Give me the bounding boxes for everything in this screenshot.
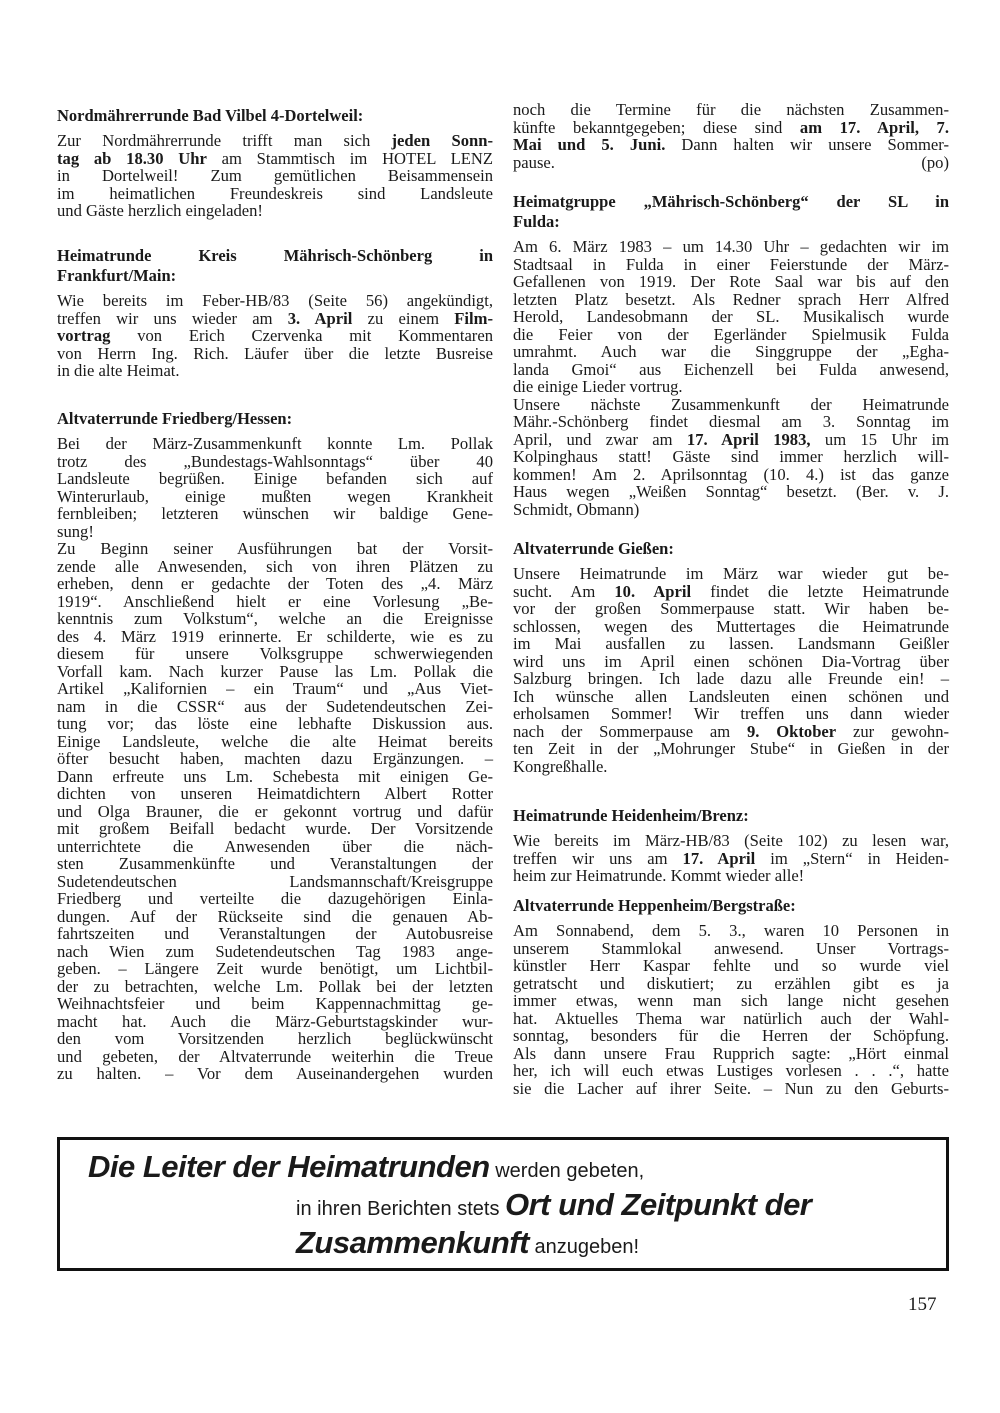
paragraph [57,292,493,380]
section-body [57,132,493,220]
text-line: Friedberg und verteilte die dazugehörigen Einla- [57,889,493,908]
text-line: Gefallenen von 1919. Der Rote Saal war bis auf den [513,272,949,291]
section-heading [57,409,493,429]
text-line: dichten von unseren Heimatdichtern Albert Rotter [57,784,493,803]
text-line: künstler Herr Kaspar fehlte und so wurde viel [513,956,949,975]
text-line: heim zur Heimatrunde. Kommt wieder alle! [513,866,805,885]
text-line: wird uns im April einen schönen Dia-Vortrag über [513,651,949,671]
section-giessen [513,539,949,775]
text-line: nach der Sommerpause am 9. Oktober zur gewohn- [513,721,950,741]
text-line: Bei der März-Zusammenkunft konnte Lm. Pollak [57,434,493,453]
section-body [513,101,949,171]
section-heading [513,539,949,559]
text-line: hat. Aktuelles Thema war natürlich auch der Wahl- [513,1008,949,1028]
text-line: kenntnis zum Volkstum“, welche an die Ereignisse [57,609,493,628]
section-heidenheim [513,806,949,885]
bold-text: tag ab 18.30 Uhr [57,148,207,168]
text-line: Vorfall kam. Nach kurzer Pause las Lm. Pollak die [57,661,493,681]
text-line: fahrtszeiten und Veranstaltungen der Autobusreise [57,924,493,943]
text-line: im Mai ausfallen zu lassen. Landsmann Geißler [513,634,949,653]
text-line: erholsamen Sommer! Wir treffen uns dann wieder [513,704,949,723]
text-line: mit großem Beifall bedacht wurde. Der Vorsitzende [57,819,493,838]
text-line: unserem Stammlokal anwesend. Unser Vortrags- [513,938,949,958]
text-line: treffen wir uns am 17. April im „Stern“ in Heiden- [513,848,949,868]
text-line: Am Sonnabend, dem 5. 3., waren 10 Personen in [513,921,949,940]
text-line: Artikel „Kalifornien – ein Traum“ und „Aus Viet- [57,679,493,698]
text-line: von Herrn Ing. Rich. Läufer über die letzte Busreise [57,343,493,363]
text-line: dungen. Auf der Rückseite sind die genauen Ab- [57,906,493,926]
section-fulda [513,192,949,518]
bold-text: 9. Oktober [747,721,837,741]
text-line: die einige Lieder vortrug. [513,377,683,396]
text-line: Sudetendeutschen Landsmannschaft/Kreisgruppe [57,871,493,891]
text-line: Ich wünsche allen Landsleuten einen schönen und [513,686,949,706]
text-line: den vom Vorsitzenden herzlich beglückwünscht [57,1029,493,1048]
page-number: 157 [908,1294,937,1315]
bold-text: jeden Sonn- [391,131,493,150]
text-line: Kongreßhalle. [513,756,608,776]
bold-text: 17. April [682,848,756,868]
heading-line: Altvaterrunde Friedberg/Hessen: [57,409,293,428]
notice-line-1 [88,1150,644,1184]
text-line: Landsleute begrüßen. Einige befanden sich auf [57,469,493,488]
text-line: her, ich will euch etwas Lustiges vorlesen . . .“, hatte [513,1061,949,1080]
heading-line: Fulda: [513,212,560,231]
section-body [513,238,949,518]
text-line: pause. (po) [513,152,949,172]
text-line: und Gäste herzlich eingeladen! [57,201,263,220]
text-line: Kolpinghaus statt! Gäste sind immer herzlich will- [513,447,949,466]
text-line: im heimatlichen Freundeskreis sind Landsleute [57,183,493,203]
paragraph [57,435,493,540]
bold-text: Film- [454,308,493,328]
section-body [57,292,493,380]
text-line: Zu Beginn seiner Ausführungen bat der Vorsit- [57,539,493,558]
text-line: umrahmt. Auch war die Singgruppe der „Egha- [513,342,949,361]
text-line: Herold, Landesobmann der SL. Musikalisch wurde [513,307,949,326]
text-line: Haus wegen „Weißen Sonntag“ besetzt. (Ber. v. J. [513,482,949,501]
text-line: Mai und 5. Juni. Dann halten wir unsere Sommer- [513,135,949,154]
text-line: die Feier von der Egerländer Spielmusik Fulda [513,324,949,344]
text-line: schlossen, wegen des Muttertages die Heimatrunde [513,616,949,636]
text-line: Unsere nächste Zusammenkunft der Heimatrunde [513,394,949,414]
text-line: letzten Platz besetzt. Als Redner sprach Herr Alfred [513,289,949,309]
notice-emphasis: Die Leiter der Heimatrunden [88,1149,490,1184]
text-line: nam in die CSSR“ aus der Sudetendeutschen Zei- [57,696,493,716]
text-line: zende alle Anwesenden, sich von ihren Plätzen zu [57,556,493,576]
text-line: öfter besucht haben, machten dazu Ergänzungen. – [57,749,493,768]
section-friedberg [57,409,493,1083]
text-line: Als dann unsere Frau Rupprich sagte: „Hört einmal [513,1043,949,1063]
text-line: trotz des „Bundestags-Wahlsonntags“ über 40 [57,451,493,471]
paragraph [57,540,493,1083]
text-line: in Dortelweil! Zum gemütlichen Beisammensein [57,166,493,185]
notice-line-3 [296,1226,639,1260]
text-line: fernbleiben; letzteren wünschen wir baldige Gene- [57,504,493,523]
text-line: in die alte Heimat. [57,361,180,380]
section-heading [513,192,949,232]
text-line: zu halten. – Vor dem Auseinandergehen wurden [57,1064,493,1083]
heading-line: Frankfurt/Main: [57,266,177,285]
text-line: Zur Nordmährerrunde trifft man sich jeden Sonn- [57,131,493,150]
section-heppenheim [513,896,949,1097]
section-heading [57,106,493,126]
notice-text: werden gebeten, [489,1160,645,1182]
text-line: kommen! Am 2. Aprilsonntag (10. 4.) ist das ganze [513,464,949,484]
text-line: getratscht und diskutiert; zu erzählen gibt es ja [513,973,949,993]
text-line: Unsere Heimatrunde im März war wieder gut be- [513,564,949,583]
text-line: Weihnachtsfeier und beim Kappennachmittag ge- [57,994,493,1013]
text-line: vor der großen Sommerpause statt. Wir haben be- [513,599,949,618]
text-line: Mähr.-Schönberg findet diesmal am 3. Sonntag im [513,412,949,431]
text-line: der zu betrachten, welche Lm. Pollak bei der letzten [57,976,493,996]
text-line: und Olga Brauner, die er gekonnt vortrug und dafür [57,801,493,821]
notice-line-2 [296,1188,811,1222]
notice-emphasis: Ort und Zeitpunkt der [505,1187,812,1222]
paragraph [513,922,949,1097]
text-line: ten Zeit in der „Mohrunger Stube“ in Gießen in der [513,739,949,758]
text-line: Winterurlaub, einige mußten wegen Krankheit [57,486,493,506]
heading-line: Heimatgruppe „Mährisch-Schönberg“ der SL in [513,192,949,211]
bold-text: Mai und 5. Juni. [513,135,666,154]
text-line: vortrag von Erich Czervenka mit Kommentaren [57,326,493,345]
text-line: 1919“. Anschließend hielt er eine Vorlesung „Be- [57,591,493,611]
text-line: noch die Termine für die nächsten Zusammen- [513,100,949,119]
text-line: macht hat. Auch die März-Geburtstagskinder wur- [57,1011,493,1031]
text-line: landa Gmoi“ aus Eichenzell bei Fulda anwesend, [513,359,949,379]
notice-text: anzugeben! [528,1236,640,1258]
text-line: tung vor; das löste eine lebhafte Diskussion aus. [57,714,493,733]
paragraph [513,832,949,885]
text-line: sie die Lacher auf ihrer Seite. – Nun zu den Geburts- [513,1078,949,1098]
text-line: April, und zwar am 17. April 1983, um 15 Uhr im [513,429,950,449]
bold-text: 3. April [287,308,353,328]
text-line: unterrichtete die Anwesenden über die näch- [57,836,493,856]
text-line: des 4. März 1919 erinnerte. Er schilderte, wie es zu [57,626,493,646]
text-line: Wie bereits im März-HB/83 (Seite 102) zu lesen war, [513,831,949,850]
section-body [513,832,949,885]
text-line: sucht. Am 10. April findet die letzte Heimatrunde [513,581,950,601]
text-line: Wie bereits im Feber-HB/83 (Seite 56) angekündigt, [57,291,493,310]
section-friedberg-cont [513,101,949,171]
text-line: Schmidt, Obmann) [513,499,640,519]
notice-box [57,1137,949,1271]
paragraph [57,132,493,220]
text-line: künfte bekanntgegeben; diese sind am 17. April, 7. [513,117,949,137]
heading-line: Heimatrunde Kreis Mährisch-Schönberg in [57,246,493,265]
text-line: Stadtsaal in Fulda in einer Feierstunde der März- [513,254,949,274]
paragraph [513,101,949,171]
text-line: Am 6. März 1983 – um 14.30 Uhr – gedachten wir im [513,237,949,256]
text-line: geben. – Längere Zeit wurde benötigt, um Lichtbil- [57,959,493,978]
paragraph [513,238,949,396]
text-line: sonntag, besonders für die Herren der Schöpfung. [513,1026,949,1045]
text-line: immer etwas, wenn man sich lange nicht gesehen [513,991,949,1010]
section-body [513,565,949,775]
section-heading [57,246,493,286]
text-line: diesem für unsere Volksgruppe schwerwiegenden [57,644,493,663]
text-line: Dann erfreute uns Lm. Schebesta mit einigen Ge- [57,766,493,786]
section-body [57,435,493,1083]
section-heading [513,806,949,826]
section-heading [513,896,949,916]
notice-text: in ihren Berichten stets [296,1198,505,1220]
section-body [513,922,949,1097]
text-line: und gebeten, der Altvaterrunde weiterhin die Treue [57,1046,493,1066]
heading-line: Heimatrunde Heidenheim/Brenz: [513,806,749,825]
notice-emphasis: Zusammenkunft [296,1225,529,1260]
heading-line: Altvaterrunde Gießen: [513,539,674,558]
text-line: nach Wien zum Sudetendeutschen Tag 1983 ange- [57,941,493,961]
heading-line: Altvaterrunde Heppenheim/Bergstraße: [513,896,796,915]
text-line: Salzburg bringen. Ich lade dazu alle Freunde ein! – [513,669,949,688]
paragraph [513,396,949,519]
section-kreis-maehrisch-schoenberg [57,246,493,380]
heading-line: Nordmährerrunde Bad Vilbel 4-Dortelweil: [57,106,364,125]
paragraph [513,565,949,775]
text-line: erheben, denn er gedachte der Toten des „4. März [57,574,493,593]
bold-text: vortrag [57,326,111,345]
text-line: Einige Landsleute, welche die alte Heimat bereits [57,731,493,751]
text-line: sten Zusammenkünfte und Veranstaltungen der [57,854,493,873]
text-line: sung! [57,521,94,541]
text-line: tag ab 18.30 Uhr am Stammtisch im HOTEL LENZ [57,148,493,168]
section-nordmaehrerrunde [57,106,493,220]
bold-text: 10. April [614,581,692,601]
text-line: treffen wir uns wieder am 3. April zu einem Film- [57,308,493,328]
bold-text: am 17. April, 7. [799,117,949,137]
bold-text: 17. April 1983, [686,429,811,449]
